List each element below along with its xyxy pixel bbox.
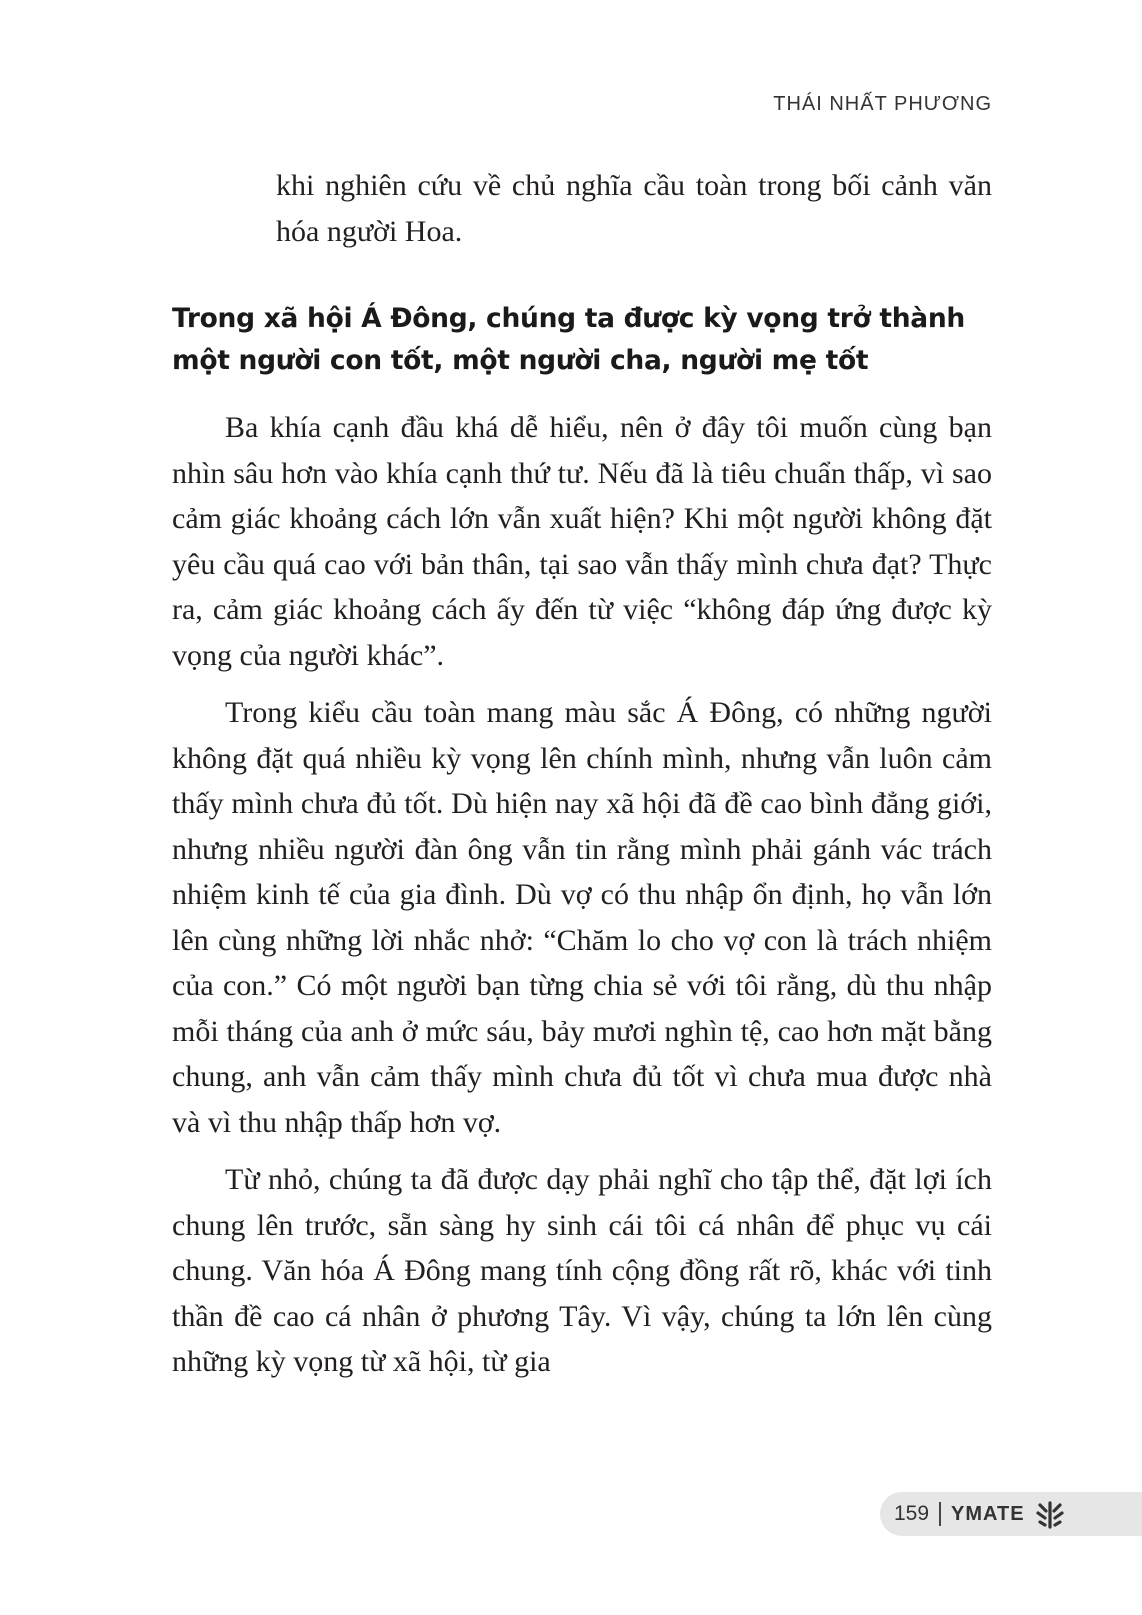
footer-divider bbox=[939, 1502, 941, 1526]
running-head-author: THÁI NHẤT PHƯƠNG bbox=[773, 93, 992, 115]
body-content bbox=[172, 405, 992, 1397]
page-footer-tab bbox=[880, 1492, 1142, 1536]
paragraph: Từ nhỏ, chúng ta đã được dạy phải nghĩ cho tập thể, đặt lợi ích chung lên trước, sẵn sàng hy sinh cái tôi cá nhân để phục vụ cái chung. Văn hóa Á Đông mang tính cộng đồng rất rõ, khác với tinh thần đề cao cá nhân ở phương Tây. Vì vậy, chúng ta lớn lên cùng những kỳ vọng từ xã hội, từ gia bbox=[172, 1163, 992, 1378]
section-heading: Trong xã hội Á Đông, chúng ta được kỳ vọng trở thành một người con tốt, một người cha, người mẹ tốt bbox=[172, 303, 965, 376]
paragraph: Trong kiểu cầu toàn mang màu sắc Á Đông, có những người không đặt quá nhiều kỳ vọng lên chính mình, nhưng vẫn luôn cảm thấy mình chưa đủ tốt. Dù hiện nay xã hội đã đề cao bình đẳng giới, nhưng nhiều người đàn ông vẫn tin rằng mình phải gánh vác trách nhiệm kinh tế của gia đình. Dù vợ có thu nhập ổn định, họ vẫn lớn lên cùng những lời nhắc nhở: “Chăm lo cho vợ con là trách nhiệm của con.” Có một người bạn từng chia sẻ với tôi rằng, dù thu nhập mỗi tháng của anh ở mức sáu, bảy mươi nghìn tệ, cao hơn mặt bằng chung, anh vẫn cảm thấy mình chưa đủ tốt vì chưa mua được nhà và vì thu nhập thấp hơn vợ. bbox=[172, 696, 992, 1139]
continued-quote: khi nghiên cứu về chủ nghĩa cầu toàn trong bối cảnh văn hóa người Hoa. bbox=[276, 169, 992, 248]
ymate-logo-icon bbox=[1035, 1499, 1065, 1529]
paragraph: Ba khía cạnh đầu khá dễ hiểu, nên ở đây tôi muốn cùng bạn nhìn sâu hơn vào khía cạnh thứ tư. Nếu đã là tiêu chuẩn thấp, vì sao cảm giác khoảng cách lớn vẫn xuất hiện? Khi một người không đặt yêu cầu quá cao với bản thân, tại sao vẫn thấy mình chưa đạt? Thực ra, cảm giác khoảng cách ấy đến từ việc “không đáp ứng được kỳ vọng của người khác”. bbox=[172, 411, 992, 672]
page-number: 159 bbox=[894, 1502, 930, 1525]
publisher-brand: YMATE bbox=[951, 1502, 1025, 1525]
